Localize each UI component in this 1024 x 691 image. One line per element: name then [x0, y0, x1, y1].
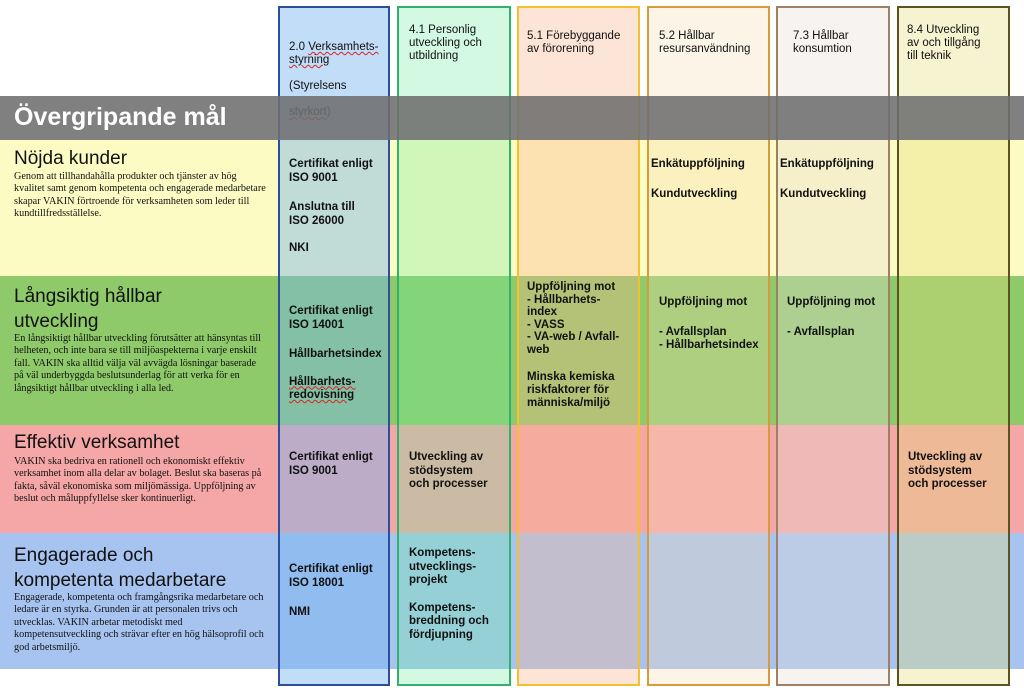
- cell-item: Certifikat enligt ISO 14001: [289, 305, 373, 331]
- cell-item: Utveckling av stödsystem och processer: [908, 451, 987, 490]
- cell-engagerade-4-1: [409, 547, 509, 642]
- column-header-8-4: 8.4 Utveckling av och tillgång till teknik: [907, 24, 981, 62]
- cell-item: Uppföljning mot - Hållbarhets- index - VASS - VA-web / Avfall- web: [527, 281, 620, 356]
- cell-item-underlined: Hållbarhets- redovisning: [289, 375, 356, 401]
- section-desc-effektiv: VAKIN ska bedriva en rationell och ekonomiskt effektiv verksamhet inom alla delar av bolaget. Beslut ska baseras på fakta, såväl ekonomiska som miljömässiga. Uppföljning av beslut och måluppfyllelse sker kontinuerligt.: [14, 456, 262, 505]
- cell-item: Certifikat enligt ISO 9001: [289, 451, 373, 477]
- cell-engagerade-2-0: [289, 563, 389, 620]
- section-title-effektiv: Effektiv verksamhet: [14, 432, 180, 453]
- section-desc-engagerade: Engagerade, kompetenta och framgångsrika medarbetare och ledare är en styrka. Grunden är att personalen trivs och utvecklas. VAKIN arbetar metodiskt med kompetensutveckling och strävar efter en hög hälsoprofil och god arbetsmiljö.: [14, 592, 264, 653]
- cell-item: Utveckling av stödsystem och processer: [409, 451, 488, 490]
- cell-item: Enkätuppföljning: [651, 158, 745, 170]
- column-header-5-1: 5.1 Förebyggande av förorening: [527, 30, 621, 55]
- cell-item: Hållbarhetsindex: [289, 348, 382, 360]
- column-header-5-2: 5.2 Hållbar resursanvändning: [659, 30, 751, 55]
- cell-item: NKI: [289, 242, 309, 254]
- cell-item: NMI: [289, 606, 311, 618]
- cell-item: Certifikat enligt ISO 18001: [289, 563, 373, 589]
- cell-effektiv-8-4: [908, 451, 1008, 492]
- column-header-2-0-line1: 2.0 Verksamhets-: [289, 41, 379, 53]
- main-goal-bar: [0, 96, 1024, 140]
- cell-langsiktig-7-3: [787, 296, 887, 339]
- cell-langsiktig-5-2: [659, 296, 769, 353]
- cell-langsiktig-5-1: [527, 281, 639, 410]
- cell-item: Kompetens- utvecklings- projekt: [409, 547, 477, 586]
- cell-item: Enkätuppföljning: [780, 158, 874, 170]
- section-title-langsiktig: Långsiktig hållbar utveckling: [14, 286, 162, 332]
- cell-item: Uppföljning mot: [659, 296, 748, 308]
- cell-item: Anslutna till ISO 26000: [289, 201, 355, 227]
- cell-nojda-kunder-2-0: [289, 158, 387, 256]
- cell-item: Kundutveckling: [780, 187, 867, 200]
- main-goal-title: Övergripande mål: [14, 103, 227, 131]
- section-desc-langsiktig: En långsiktigt hållbar utveckling förutsätter att hänsyntas till helheten, och inte bara se till miljöaspekterna i varje enskilt fall. VAKIN ska alltid välja väl avvägda lösningar baserade på väl underbyggda beslutsunderlag för att verka för en långsiktigt hållbar utveckling i alla led.: [14, 333, 261, 394]
- column-header-4-1: 4.1 Personlig utveckling och utbildning: [409, 24, 482, 62]
- cell-effektiv-2-0: [289, 451, 389, 478]
- cell-nojda-kunder-5-2: [651, 158, 769, 201]
- section-title-engagerade: Engagerade och kompetenta medarbetare: [14, 545, 227, 591]
- cell-item: Kompetens- breddning och fördjupning: [409, 601, 489, 641]
- cell-nojda-kunder-7-3: [780, 158, 890, 201]
- cell-item: Kundutveckling: [651, 187, 738, 200]
- section-desc-nojda-kunder: Genom att tillhandahålla produkter och tjänster av hög kvalitet samt genom kompetenta och engagerade medarbetare skapar VAKIN förtroende för verksamheten som leder till kundtillfredsställelse.: [14, 171, 266, 220]
- cell-item: Uppföljning mot: [787, 296, 876, 308]
- cell-item: - Avfallsplan: [787, 325, 855, 338]
- cell-item: Minska kemiska riskfaktorer för människa/miljö: [527, 370, 615, 409]
- column-header-2-0-line3: (Styrelsens: [289, 80, 347, 92]
- cell-langsiktig-2-0: [289, 305, 389, 403]
- cell-item: - Avfallsplan - Hållbarhetsindex: [659, 325, 759, 351]
- cell-effektiv-4-1: [409, 451, 509, 492]
- cell-item: Certifikat enligt ISO 9001: [289, 158, 373, 184]
- column-header-2-0-line2: styrning: [289, 54, 330, 66]
- column-header-7-3: 7.3 Hållbar konsumtion: [793, 30, 852, 55]
- section-title-nojda-kunder: Nöjda kunder: [14, 148, 128, 169]
